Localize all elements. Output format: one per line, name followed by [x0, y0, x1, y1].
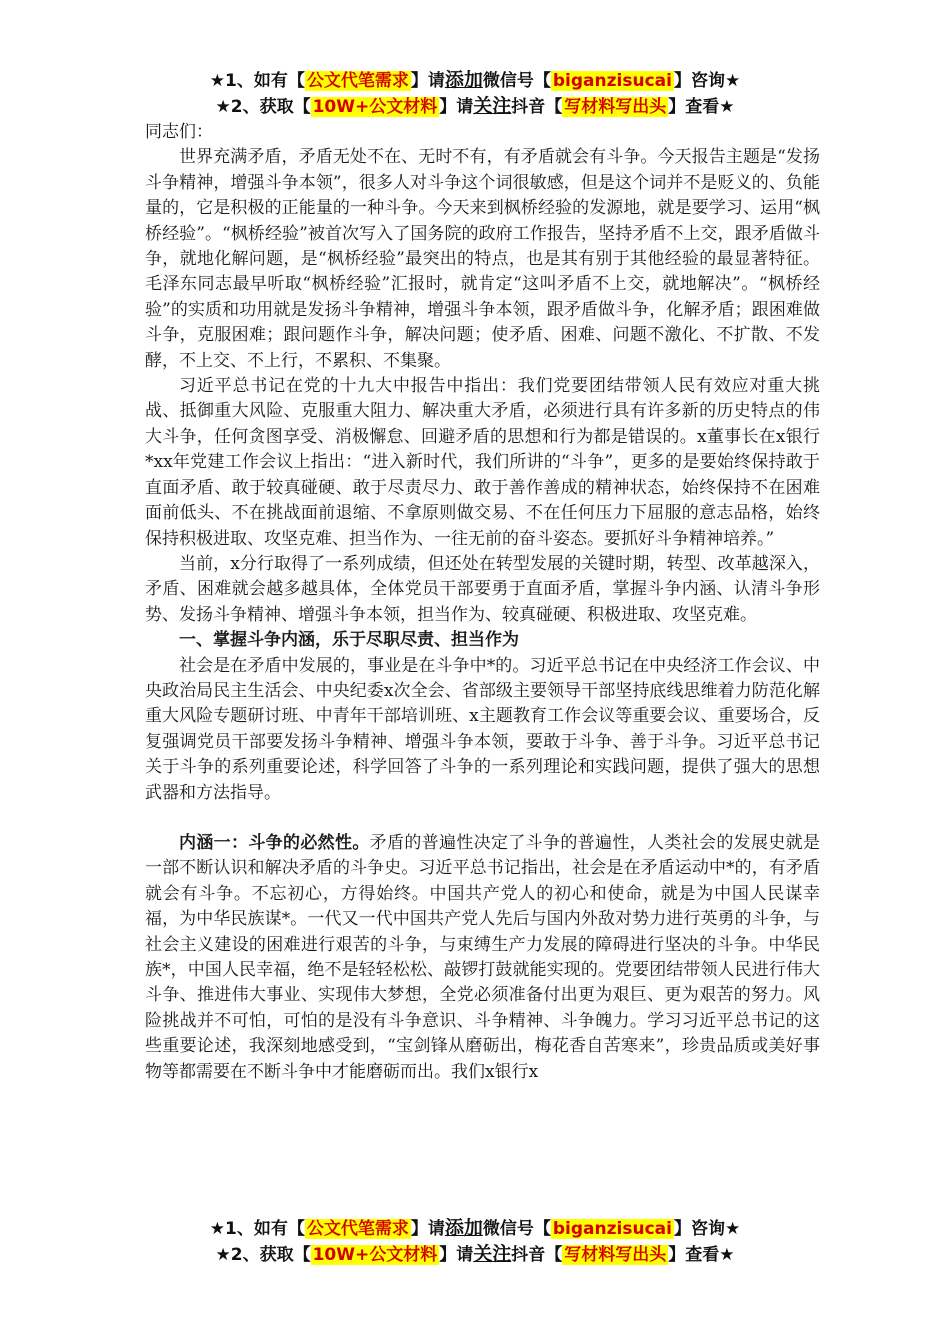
promo-banner-bottom [0, 1216, 950, 1268]
promo-text: 】咨询★ [673, 1219, 741, 1239]
promo-text: 微信号【 [482, 1219, 551, 1239]
paragraph-2: 习近平总书记在党的十九大中报告中指出：我们党要团结带领人民有效应对重大挑战、抵御重大风险、克服重大阻力、解决重大矛盾，必须进行具有许多新的历史特点的伟大斗争，任何贪图享受、消极懈怠、回避矛盾的思想和行为都是错误的。x董事长在x银行*xx年党建工作会议上指出：“进入新时代，我们所讲的“斗争”，更多的是要始终保持敢于直面矛盾、敢于较真碰硬、敢于尽责尽力、敢于善作善成的精神状态，始终保持不在困难面前低头、不在挑战面前退缩、不拿原则做交易、不在任何压力下屈服的意志品格，始终保持积极进取、攻坚克难、担当作为、一往无前的奋斗姿态。要抓好斗争精神培养。” [145, 376, 820, 549]
promo-text: 】请 [410, 1219, 445, 1239]
promo-emphasis: 关注 [473, 1243, 512, 1265]
promo-highlight: 10W+公文材料 [312, 97, 438, 117]
salutation: 同志们： [145, 122, 213, 142]
promo-text: 】查看★ [668, 1245, 735, 1265]
promo-text: ★2、获取【 [215, 97, 311, 117]
paragraph-1: 世界充满矛盾，矛盾无处不在、无时不有，有矛盾就会有斗争。今天报告主题是“发扬斗争精神，增强斗争本领”，很多人对斗争这个词很敏感，但是这个词并不是贬义的、负能量的，它是积极的正能量的一种斗争。今天来到枫桥经验的发源地，就是要学习、运用“枫桥经验”。“枫桥经验”被首次写入了国务院的政府工作报告，坚持矛盾不上交，跟矛盾做斗争，就地化解问题，是“枫桥经验”最突出的特点，也是其有别于其他经验的最显著特征。毛泽东同志最早听取“枫桥经验”汇报时，就肯定“这叫矛盾不上交，就地解决”。“枫桥经验”的实质和功用就是发扬斗争精神，增强斗争本领，跟矛盾做斗争，化解矛盾；跟困难做斗争，克服困难；跟问题作斗争，解决问题；使矛盾、困难、问题不激化、不扩散、不发酵，不上交、不上行，不累积、不集聚。 [145, 147, 820, 371]
promo-text: 】请 [410, 71, 445, 91]
document-body [145, 120, 820, 1085]
promo-line-1 [0, 1216, 950, 1242]
promo-line-2 [0, 1242, 950, 1268]
promo-text: 抖音【 [511, 97, 563, 117]
paragraph-3: 当前，x分行取得了一系列成绩，但还处在转型发展的关键时期，转型、改革越深入，矛盾、困难就会越多越具体，全体党员干部要勇于直面矛盾，掌握斗争内涵、认清斗争形势、发扬斗争精神、增强斗争本领，担当作为、较真碰硬、积极进取、攻坚克难。 [145, 553, 820, 625]
section-heading-1: 一、掌握斗争内涵，乐于尽职尽责、担当作为 [179, 630, 519, 651]
promo-line-1 [0, 68, 950, 94]
promo-text: 】请 [439, 97, 474, 117]
promo-text: 微信号【 [482, 71, 551, 91]
paragraph-5-text: 矛盾的普遍性决定了斗争的普遍性，人类社会的发展史就是一部不断认识和解决矛盾的斗争史。习近平总书记指出，社会是在矛盾运动中*的，有矛盾就会有斗争。不忘初心，方得始终。中国共产党人的初心和使命，就是为中国人民谋幸福，为中华民族谋*。一代又一代中国共产党人先后与国内外敌对势力进行英勇的斗争，与社会主义建设的困难进行艰苦的斗争，与束缚生产力发展的障碍进行坚决的斗争。中华民族*，中国人民幸福，绝不是轻轻松松、敲锣打鼓就能实现的。党要团结带领人民进行伟大斗争、推进伟大事业、实现伟大梦想，全党必须准备付出更为艰巨、更为艰苦的努力。风险挑战并不可怕，可怕的是没有斗争意识、斗争精神、斗争魄力。学习习近平总书记的这些重要论述，我深刻地感受到，“宝剑锋从磨砺出，梅花香自苦寒来”，珍贵品质或美好事物等都需要在不断斗争中才能磨砺而出。我们x银行x [145, 832, 821, 1082]
promo-highlight: biganzisucai [552, 71, 672, 91]
promo-emphasis: 添加 [444, 1217, 483, 1239]
promo-highlight: 公文代笔需求 [306, 71, 409, 91]
promo-highlight: 写材料写出头 [564, 97, 667, 117]
promo-text: ★1、如有【 [209, 1219, 305, 1239]
promo-emphasis: 添加 [444, 69, 483, 91]
promo-highlight: biganzisucai [552, 1219, 672, 1239]
promo-text: 】咨询★ [673, 71, 741, 91]
promo-line-2 [0, 94, 950, 120]
promo-highlight: 10W+公文材料 [312, 1245, 438, 1265]
paragraph-5 [145, 831, 820, 1085]
promo-emphasis: 关注 [473, 95, 512, 117]
promo-text: 抖音【 [511, 1245, 563, 1265]
promo-text: 】请 [439, 1245, 474, 1265]
paragraph-4: 社会是在矛盾中发展的，事业是在斗争中*的。习近平总书记在中央经济工作会议、中央政治局民主生活会、中央纪委x次全会、省部级主要领导干部坚持底线思维着力防范化解重大风险专题研讨班、中青年干部培训班、x主题教育工作会议等重要会议、重要场合，反复强调党员干部要发扬斗争精神、增强斗争本领，要敢于斗争、善于斗争。习近平总书记关于斗争的系列重要论述，科学回答了斗争的一系列理论和实践问题，提供了强大的思想武器和方法指导。 [145, 655, 820, 803]
promo-text: ★1、如有【 [209, 71, 305, 91]
paragraph-5-lead: 内涵一：斗争的必然性。 [179, 832, 370, 853]
promo-highlight: 公文代笔需求 [306, 1219, 409, 1239]
promo-text: 】查看★ [668, 97, 735, 117]
promo-banner-top [0, 68, 950, 120]
paragraph-gap [145, 806, 820, 831]
promo-highlight: 写材料写出头 [564, 1245, 667, 1265]
promo-text: ★2、获取【 [215, 1245, 311, 1265]
